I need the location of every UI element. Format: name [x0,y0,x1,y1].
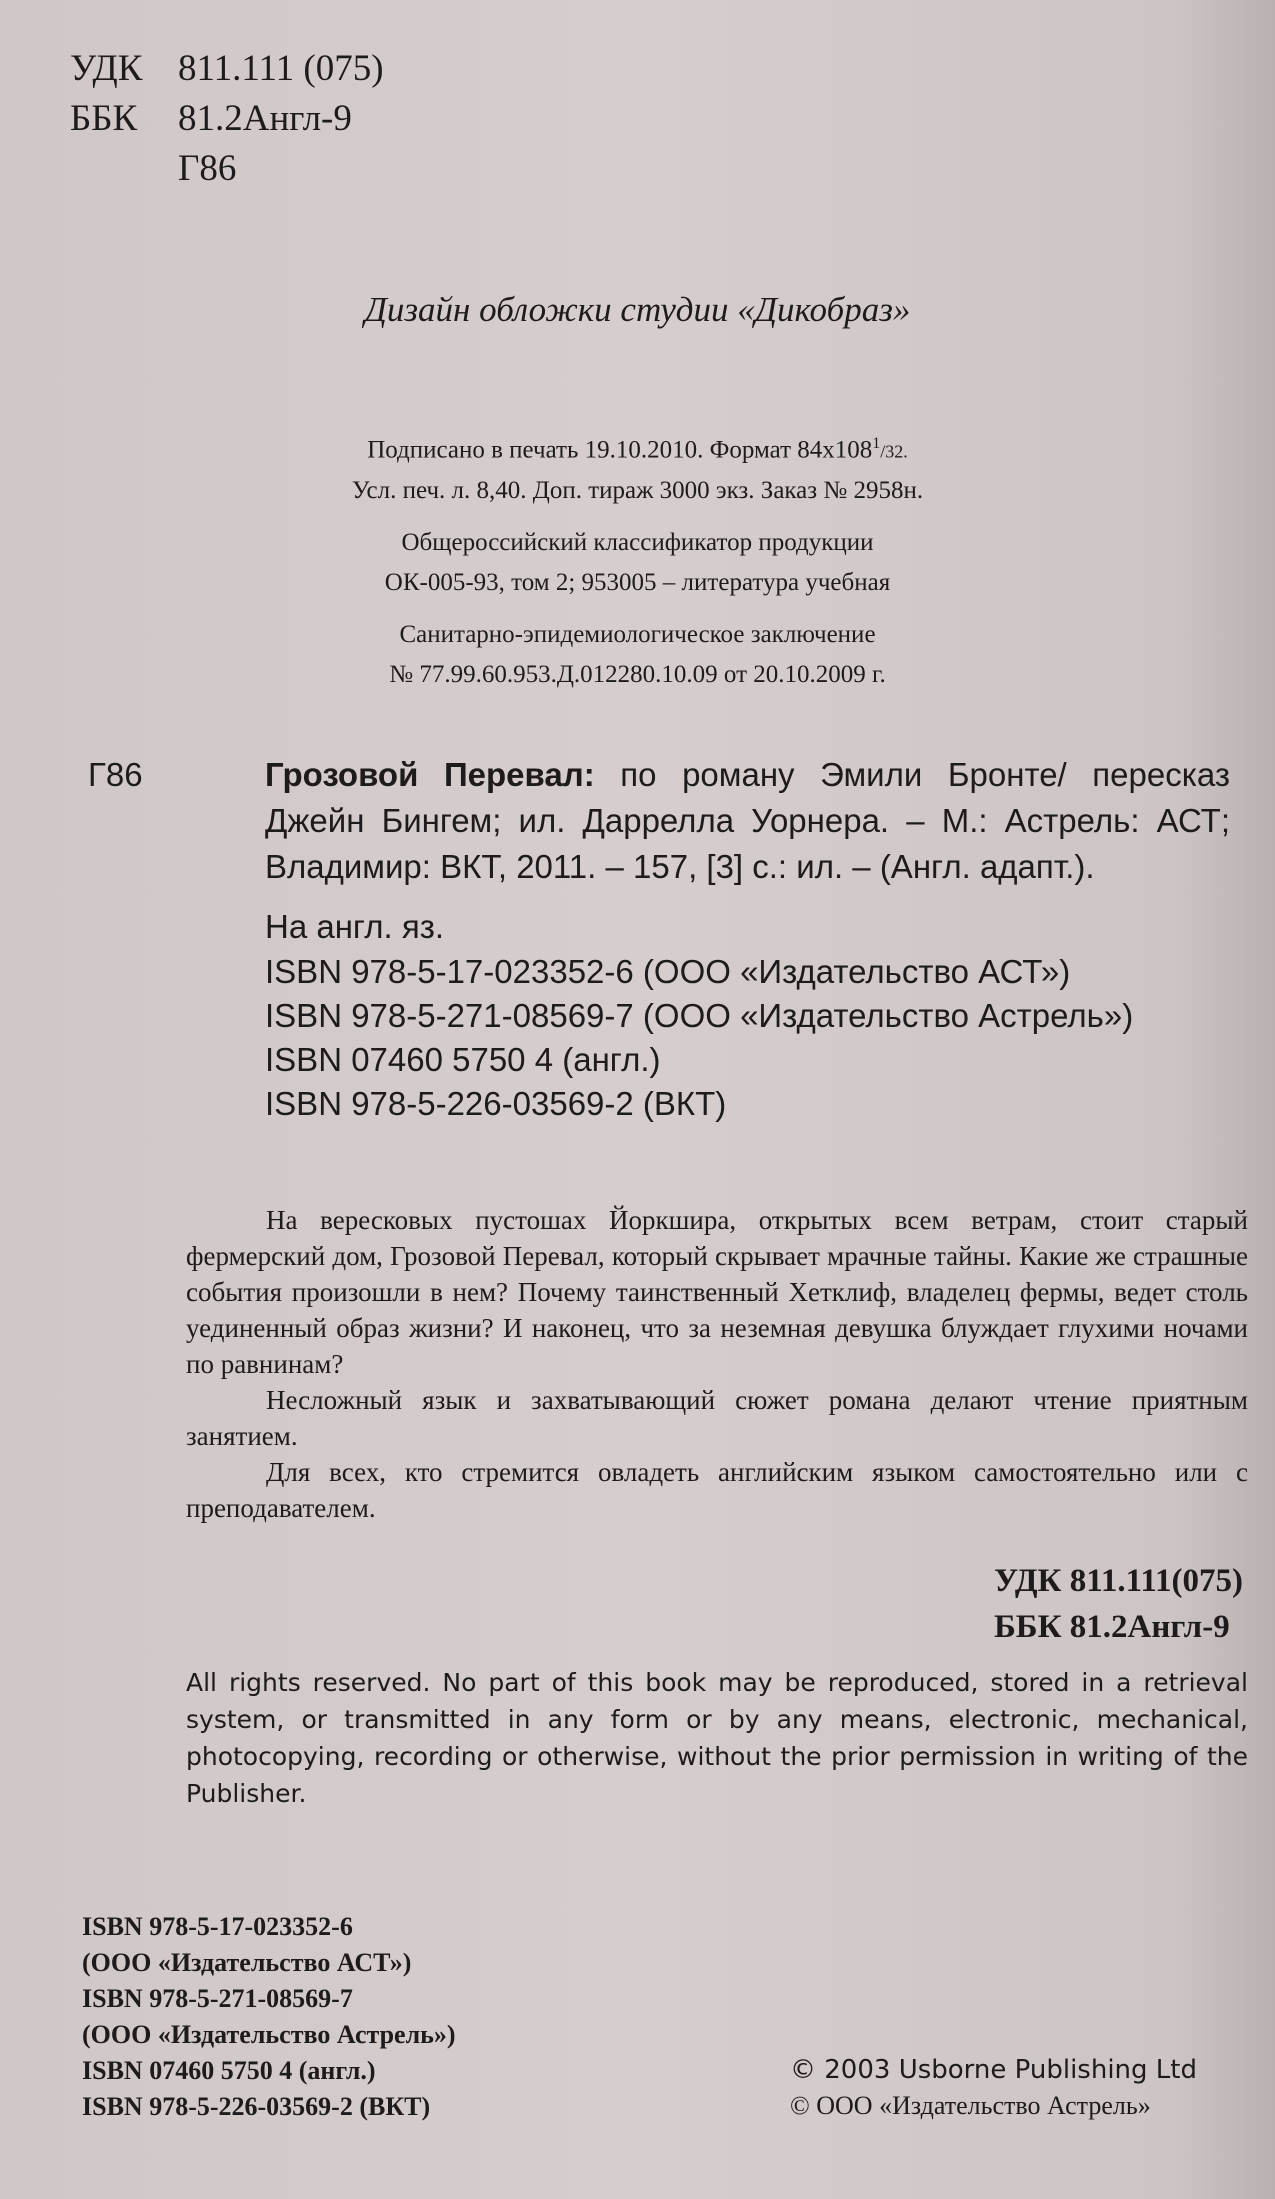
print-info [0,424,1275,695]
copyright-block [790,2052,1197,2124]
bottom-isbn-line: (ООО «Издательство Астрель») [82,2020,456,2049]
author-sign-row [70,144,384,194]
annotation [186,1202,1248,1526]
isbn-line: ISBN 978-5-226-03569-2 (ВКТ) [265,1085,727,1122]
entry-isbn-list [265,950,1230,1126]
annotation-paragraph: Для всех, кто стремится овладеть английским языком самостоятельно или с преподавателем. [186,1457,1248,1523]
copyright-astrel: © ООО «Издательство Астрель» [790,2091,1151,2120]
entry-code: Г86 [88,756,143,793]
catalog-block [70,44,384,194]
annotation-paragraph: Несложный язык и захватывающий сюжет романа делают чтение приятным занятием. [186,1385,1248,1451]
udk-bold: УДК 811.111(075) [993,1563,1243,1599]
udk-row [70,44,384,94]
author-sign: Г86 [178,148,237,189]
bottom-isbn-list [82,1909,456,2125]
annotation-paragraph: На вересковых пустошах Йоркшира, открытых всем ветрам, стоит старый фермерский дом, Грозовой Перевал, который скрывает мрачные тайны. Какие же страшные события произошли в нем? Почему таинственный Хетклиф, владелец фермы, ведет столь уединенный образ жизни? И наконец, что за неземная девушка блуждает глухими ночами по равнинам? [186,1205,1248,1379]
bottom-isbn-line: (ООО «Издательство АСТ») [82,1948,412,1977]
bbk-bold: ББК 81.2Англ-9 [993,1609,1230,1645]
print-line: Усл. печ. л. 8,40. Доп. тираж 3000 экз. Заказ № 2958н. [351,477,924,505]
bbk-row [70,94,384,144]
entry-title: Грозовой Перевал: [265,756,595,793]
signed-line: Подписано в печать 19.10.2010. Формат $84x108^1/32$. [367,435,908,464]
bbk-label: ББК [70,98,138,139]
isbn-line: ISBN 07460 5750 4 (англ.) [265,1041,661,1078]
cover-design-credit: Дизайн обложки студии «Дикобраз» [364,290,911,329]
sanitary-value: № 77.99.60.953.Д.012280.10.09 от 20.10.2009 г. [389,661,886,689]
isbn-line: ISBN 978-5-271-08569-7 (ООО «Издательство Астрель») [265,997,1134,1034]
entry-description: Грозовой Перевал: по роману Эмили Бронте/ пересказ Джейн Бингем; ил. Дарреллa Уорнера. – М.: Астрель: АСТ; Владимир: ВКТ, 2011. – 157, [3] с.: ил. – (Англ. адапт.). [265,756,1230,885]
bottom-isbn-line: ISBN 07460 5750 4 (англ.) [82,2056,376,2085]
bottom-isbn-line: ISBN 978-5-226-03569-2 (ВКТ) [82,2092,431,2121]
bibliographic-entry [70,752,1230,1126]
udk-label: УДК [70,48,143,89]
sanitary-title: Санитарно-эпидемиологическое заключение [399,621,876,649]
classifier-value: ОК-005-93, том 2; 953005 – литература учебная [384,569,891,597]
bottom-isbn-line: ISBN 978-5-271-08569-7 [82,1984,353,2013]
isbn-line: ISBN 978-5-17-023352-6 (ООО «Издательство АСТ») [265,953,1071,990]
entry-language: На англ. яз. [265,908,445,945]
classifier-title: Общероссийский классификатор продукции [401,529,874,557]
udk-value: 811.111 (075) [178,48,384,89]
copyright-usborne: © 2003 Usborne Publishing Ltd [790,2055,1197,2085]
bbk-value: 81.2Англ-9 [178,98,352,139]
rights-notice: All rights reserved. No part of this book may be reproduced, stored in a retrieval system, or transmitted in any form or by any means, electronic, mechanical, photocopying, recording or otherwise, without the prior permission in writing of the Publisher. [186,1668,1248,1808]
bottom-isbn-line: ISBN 978-5-17-023352-6 [82,1912,353,1941]
classification-bold [994,1558,1243,1650]
